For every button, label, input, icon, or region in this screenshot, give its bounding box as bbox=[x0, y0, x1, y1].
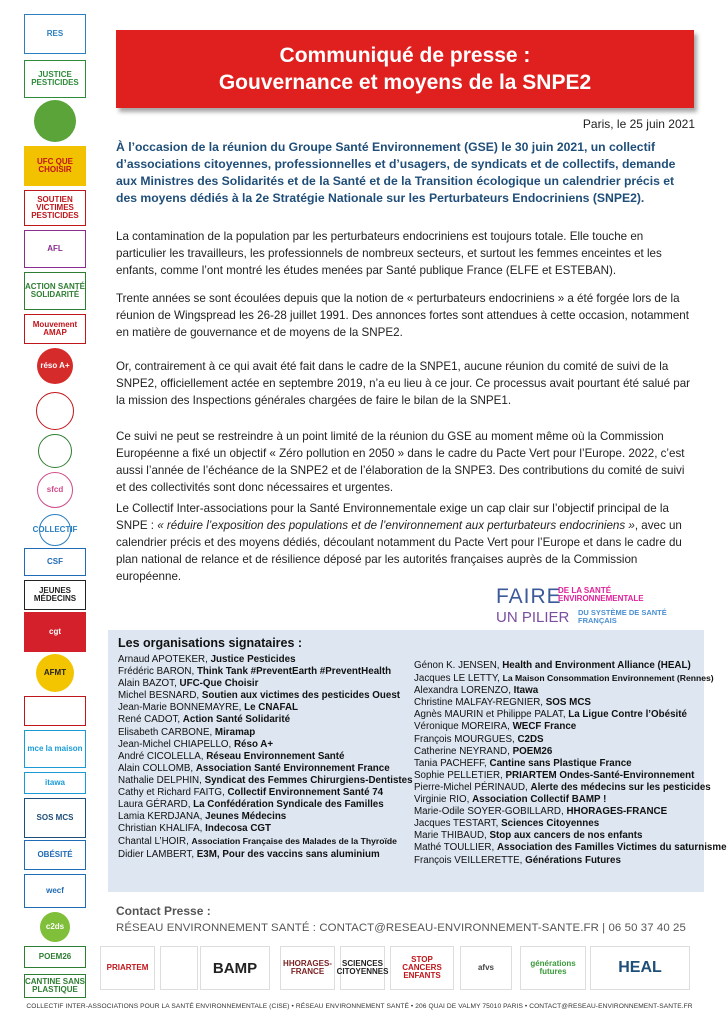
signatory-row bbox=[118, 751, 413, 763]
signatories-right-column bbox=[414, 660, 727, 867]
body-paragraph-1: La contamination de la population par les perturbateurs endocriniens est toujours totale. Elle touche en particulier les travailleurs, les professionnels de nombreux secteurs, et surtout les femmes enceintes et les enfants, comme l’ont montré les études menées par Santé publique France (ELFE et ESTEBAN). bbox=[116, 230, 662, 277]
signatory-person: Catherine NEYRAND, bbox=[414, 745, 513, 757]
signatory-organisation: Think Tank #PreventEarth #PreventHealth bbox=[196, 666, 392, 678]
signatory-organisation: C2DS bbox=[517, 733, 544, 745]
esper-logo bbox=[38, 434, 72, 468]
faire-tagline-2: DU SYSTÈME DE SANTÉ FRANÇAIS bbox=[578, 608, 667, 625]
stop-cancers-logo: STOP CANCERS ENFANTS bbox=[390, 946, 454, 990]
res-logo: RES bbox=[24, 14, 86, 54]
signatory-row bbox=[414, 855, 727, 867]
signatory-row bbox=[414, 660, 727, 672]
sos-mcs-logo: SOS MCS bbox=[24, 798, 86, 838]
signatory-organisation: Collectif Environnement Santé 74 bbox=[227, 787, 384, 799]
signatory-person: Alain COLLOMB, bbox=[118, 762, 196, 774]
signatory-person: Laura GÉRARD, bbox=[118, 799, 194, 811]
signatory-organisation: La Confédération Syndicale des Familles bbox=[193, 799, 384, 811]
press-date: Paris, le 25 juin 2021 bbox=[582, 117, 695, 131]
signatory-person: Jean-Marie BONNEMAYRE, bbox=[118, 702, 245, 714]
signatory-person: Marie THIBAUD, bbox=[414, 830, 490, 842]
signatory-organisation: Association Française des Malades de la Thyroïde bbox=[191, 836, 397, 847]
signatory-row bbox=[118, 727, 413, 739]
signatory-row bbox=[414, 818, 727, 830]
signatory-row bbox=[118, 739, 413, 751]
signatory-logo-column bbox=[18, 14, 92, 999]
objective-quote: « réduire l’exposition des populations et de l’environnement aux perturbateurs endocriniens » bbox=[157, 519, 635, 532]
faire-sante-environnementale-logo bbox=[496, 585, 696, 631]
signatories-left-column bbox=[118, 654, 413, 861]
signatory-person: Nathalie DELPHIN, bbox=[118, 774, 205, 786]
faire-word: FAIRE bbox=[496, 585, 562, 608]
csf-logo: CSF bbox=[24, 548, 86, 576]
sfcd-logo: sfcd bbox=[37, 472, 73, 508]
action-sante-solidarite-logo: ACTION SANTÉ SOLIDARITÉ bbox=[24, 272, 86, 310]
signatory-row bbox=[118, 690, 413, 702]
signatory-row bbox=[118, 654, 413, 666]
signatory-organisation: UFC-Que Choisir bbox=[179, 678, 259, 690]
signatory-row bbox=[118, 702, 413, 714]
signatory-organisation: Syndicat des Femmes Chirurgiens-Dentistes bbox=[204, 774, 413, 786]
body-paragraph-3: Or, contrairement à ce qui avait été fait dans le cadre de la SNPE1, aucune réunion du comité de suivi de la SNPE2, officiellement actée en septembre 2019, n’a eu lieu à ce jour. Ce processus avait pourtant été salué par la mission des Inspections générales chargées de faire le bilan de la SNPE1. bbox=[116, 360, 691, 407]
signatory-person: Cathy et Richard FAITG, bbox=[118, 787, 228, 799]
signatory-person: Frédéric BARON, bbox=[118, 666, 197, 678]
signatory-row bbox=[118, 666, 413, 678]
signatory-row bbox=[118, 811, 413, 823]
signatory-person: Jacques TESTART, bbox=[414, 818, 502, 830]
signatory-row bbox=[118, 849, 413, 861]
signatory-row bbox=[414, 746, 727, 758]
signatory-organisation: PRIARTEM Ondes-Santé-Environnement bbox=[505, 769, 695, 781]
signatory-person: Christine MALFAY-REGNIER, bbox=[414, 697, 546, 709]
signatory-row bbox=[118, 714, 413, 726]
cnafal-logo: AFL bbox=[24, 230, 86, 268]
signatory-row bbox=[118, 787, 413, 799]
signatory-organisation: HHORAGES-FRANCE bbox=[566, 806, 668, 818]
justice-pesticides-logo: JUSTICE PESTICIDES bbox=[24, 60, 86, 98]
signatory-person: Agnès MAURIN et Philippe PALAT, bbox=[414, 709, 569, 721]
signatory-organisation: La Ligue Contre l’Obésité bbox=[568, 709, 687, 721]
signatory-person: André CICOLELLA, bbox=[118, 750, 207, 762]
sciences-citoyennes-logo: SCIENCES CITOYENNES bbox=[340, 946, 385, 990]
signatory-organisation: Sciences Citoyennes bbox=[501, 818, 600, 830]
signatory-row bbox=[414, 697, 727, 709]
green-circle-logo bbox=[34, 100, 76, 142]
signatory-organisation: Cantine sans Plastique France bbox=[489, 757, 632, 769]
title-line-1: Communiqué de presse : bbox=[279, 44, 531, 67]
wecf-logo: wecf bbox=[24, 874, 86, 908]
signatory-organisation: Indecosa CGT bbox=[205, 823, 271, 835]
signatory-person: René CADOT, bbox=[118, 714, 183, 726]
signatory-person: François MOURGUES, bbox=[414, 733, 518, 745]
signatory-row bbox=[414, 782, 727, 794]
signatory-organisation: Soutien aux victimes des pesticides Ouest bbox=[201, 690, 401, 702]
heal-logo: HEAL bbox=[590, 946, 690, 990]
signatory-organisation: POEM26 bbox=[512, 745, 553, 757]
signatory-row bbox=[414, 734, 727, 746]
signatory-row bbox=[414, 758, 727, 770]
contact-title: Contact Presse : bbox=[116, 904, 211, 918]
signatory-row bbox=[118, 775, 413, 787]
signatory-organisation: Justice Pesticides bbox=[210, 654, 296, 665]
cantine-sans-plastique-logo: CANTINE SANS PLASTIQUE bbox=[24, 974, 86, 998]
afmt-logo: AFMT bbox=[36, 654, 74, 692]
ufc-que-choisir-logo: UFC QUE CHOISIR bbox=[24, 146, 86, 186]
priartem-logo: PRIARTEM bbox=[100, 946, 155, 990]
signatory-organisation: E3M, Pour des vaccins sans aluminium bbox=[196, 848, 380, 860]
alerte-medecins-logo bbox=[160, 946, 198, 990]
signatory-organisation: Association Santé Environnement France bbox=[195, 762, 390, 774]
c2ds-logo: c2ds bbox=[40, 912, 70, 942]
body-paragraph-4: Ce suivi ne peut se restreindre à un point limité de la réunion du GSE au moment même où la Commission Européenne a fixé un objectif « Zéro pollution en 2050 » dans le cadre du Pacte Vert pour l’Europe. 2022, c’est aussi l’année de l’échéance de la SNPE2 et de l’élaboration de la SNPE3. Des contributions du comité de suivi et des collectivités sont donc nécessaires et urgentes. bbox=[116, 430, 685, 494]
signatory-person: Elisabeth CARBONE, bbox=[118, 726, 215, 738]
reso-a-logo: réso A+ bbox=[37, 348, 73, 384]
signatory-organisation: SOS MCS bbox=[545, 697, 591, 709]
jeunes-medecins-logo: JEUNES MÉDECINS bbox=[24, 580, 86, 610]
poem26-logo: POEM26 bbox=[24, 946, 86, 968]
signatory-organisation: Health and Environment Alliance (HEAL) bbox=[502, 660, 691, 671]
afvs-logo: afvs bbox=[460, 946, 512, 990]
signatory-person: Lamia KERDJANA, bbox=[118, 811, 206, 823]
signatory-person: Mathé TOULLIER, bbox=[414, 842, 497, 854]
signatory-row bbox=[414, 842, 727, 854]
signatory-row bbox=[414, 709, 727, 721]
signatory-organisation: Stop aux cancers de nos enfants bbox=[489, 830, 643, 842]
collectif-logo: COLLECTIF bbox=[39, 514, 71, 546]
demand-text: Le Collectif Inter-associations pour la Santé Environnementale exige un cap clair sur l’objectif principal de la SNPE : bbox=[116, 502, 669, 532]
signatories-heading: Les organisations signataires : bbox=[118, 636, 303, 650]
signatory-person: Sophie PELLETIER, bbox=[414, 769, 506, 781]
signatory-row bbox=[118, 678, 413, 690]
signatory-person: Didier LAMBERT, bbox=[118, 848, 197, 860]
signatory-row bbox=[414, 806, 727, 818]
contact-line: RÉSEAU ENVIRONNEMENT SANTÉ : CONTACT@RESEAU-ENVIRONNEMENT-SANTE.FR | 06 50 37 40 25 bbox=[116, 922, 686, 934]
signatory-organisation: Association Collectif BAMP ! bbox=[472, 794, 607, 806]
faire-tagline-1: DE LA SANTÉ ENVIRONNEMENTALE bbox=[558, 586, 644, 603]
signatory-row bbox=[118, 799, 413, 811]
signatory-person: Tania PACHEFF, bbox=[414, 757, 490, 769]
signatory-organisation: Jeunes Médecins bbox=[205, 811, 287, 823]
signatory-row bbox=[118, 835, 413, 848]
signatory-row bbox=[414, 721, 727, 733]
signatory-person: Pierre-Michel PÉRINAUD, bbox=[414, 781, 531, 793]
mce-logo: mce la maison bbox=[24, 730, 86, 768]
page-footer: COLLECTIF INTER-ASSOCIATIONS POUR LA SANTÉ ENVIRONNEMENTALE (CISE) • RÉSEAU ENVIRONNEMENT SANTÉ • 206 QUAI DE VALMY 75010 PARIS • CONTACT@RESEAU-ENVIRONNEMENT-SANTE.FR bbox=[26, 1003, 693, 1010]
demand-text-end: , avec un calendrier précis et des moyens dédiés, découlant notamment du Pacte Vert pour l’Europe et dans le cadre du plan national de relance et de résilience déposé par les autorités françaises auprès de la Commission européenne. bbox=[116, 519, 682, 583]
signatory-organisation: Générations Futures bbox=[525, 854, 621, 866]
signatory-row bbox=[414, 672, 727, 685]
signatory-organisation: Le CNAFAL bbox=[244, 702, 299, 714]
title-banner bbox=[116, 30, 694, 108]
signatory-organisation: Réso A+ bbox=[233, 738, 274, 750]
signatory-row bbox=[118, 763, 413, 775]
signatory-person: Alexandra LORENZO, bbox=[414, 685, 514, 697]
signatory-organisation: Itawa bbox=[513, 685, 539, 697]
signatory-organisation: La Maison Consommation Environnement (Rennes) bbox=[502, 673, 714, 684]
generations-futures-logo: générations futures bbox=[520, 946, 586, 990]
signatory-person: Alain BAZOT, bbox=[118, 678, 180, 690]
signatory-person: Arnaud APOTEKER, bbox=[118, 654, 211, 665]
lead-paragraph: À l’occasion de la réunion du Groupe Santé Environnement (GSE) le 30 juin 2021, un collectif d’associations citoyennes, professionnelles et d’usagers, de syndicats et de collectifs, demande aux Ministres des Solidarités et de la Santé et de la Transition écologique un calendrier précis et des moyens dédiés à la 2e Stratégie Nationale sur les Perturbateurs Endocriniens (SNPE2). bbox=[116, 140, 676, 205]
victimes-pesticides-logo: SOUTIEN VICTIMES PESTICIDES bbox=[24, 190, 86, 226]
signatory-person: Marie-Odile SOYER-GOBILLARD, bbox=[414, 806, 567, 818]
signatory-row bbox=[414, 830, 727, 842]
amap-logo: Mouvement AMAP bbox=[24, 314, 86, 344]
signatory-person: Christian KHALIFA, bbox=[118, 823, 206, 835]
obesite-logo: OBÉSITÉ bbox=[24, 840, 86, 870]
bamp-logo: BAMP bbox=[200, 946, 270, 990]
signatory-organisation: Action Santé Solidarité bbox=[182, 714, 291, 726]
signatory-person: Véronique MOREIRA, bbox=[414, 721, 513, 733]
hhorages-logo: HHORAGES-FRANCE bbox=[280, 946, 335, 990]
signatory-row bbox=[118, 823, 413, 835]
signatory-organisation: Miramap bbox=[214, 726, 256, 738]
pilier-word: UN PILIER bbox=[496, 609, 570, 626]
signatory-organisation: WECF France bbox=[512, 721, 577, 733]
signatories-box bbox=[108, 630, 727, 892]
signatory-person: Virginie RIO, bbox=[414, 794, 473, 806]
bottom-logo-row bbox=[100, 946, 700, 994]
signatory-person: Chantal L’HOIR, bbox=[118, 836, 192, 848]
signatory-person: Michel BESNARD, bbox=[118, 690, 202, 702]
signatory-row bbox=[414, 685, 727, 697]
signatory-person: Génon K. JENSEN, bbox=[414, 660, 503, 671]
signatory-row bbox=[414, 770, 727, 782]
signatory-organisation: Réseau Environnement Santé bbox=[206, 750, 345, 762]
signatory-person: Jean-Michel CHIAPELLO, bbox=[118, 738, 234, 750]
body-paragraph-2: Trente années se sont écoulées depuis que la notion de « perturbateurs endocriniens » a été forgée lors de la réunion de Wingspread les 26-28 juillet 1991. Des annonces fortes sont attendues à cette occasion, notamment en matière de gouvernance et de moyens de la SNPE2. bbox=[116, 292, 689, 339]
itawa-logo: itawa bbox=[24, 772, 86, 794]
title-line-2: Gouvernance et moyens de la SNPE2 bbox=[218, 71, 592, 94]
signatory-organisation: Association des Familles Victimes du saturnisme bbox=[496, 842, 727, 854]
orgo-logo bbox=[24, 696, 86, 726]
body-paragraph-5 bbox=[116, 500, 696, 585]
miramap-logo bbox=[36, 392, 74, 430]
signatory-person: Jacques LE LETTY, bbox=[414, 673, 503, 685]
signatory-row bbox=[414, 794, 727, 806]
signatory-organisation: Alerte des médecins sur les pesticides bbox=[530, 781, 711, 793]
cgt-logo: cgt bbox=[24, 612, 86, 652]
signatory-person: François VEILLERETTE, bbox=[414, 854, 526, 866]
